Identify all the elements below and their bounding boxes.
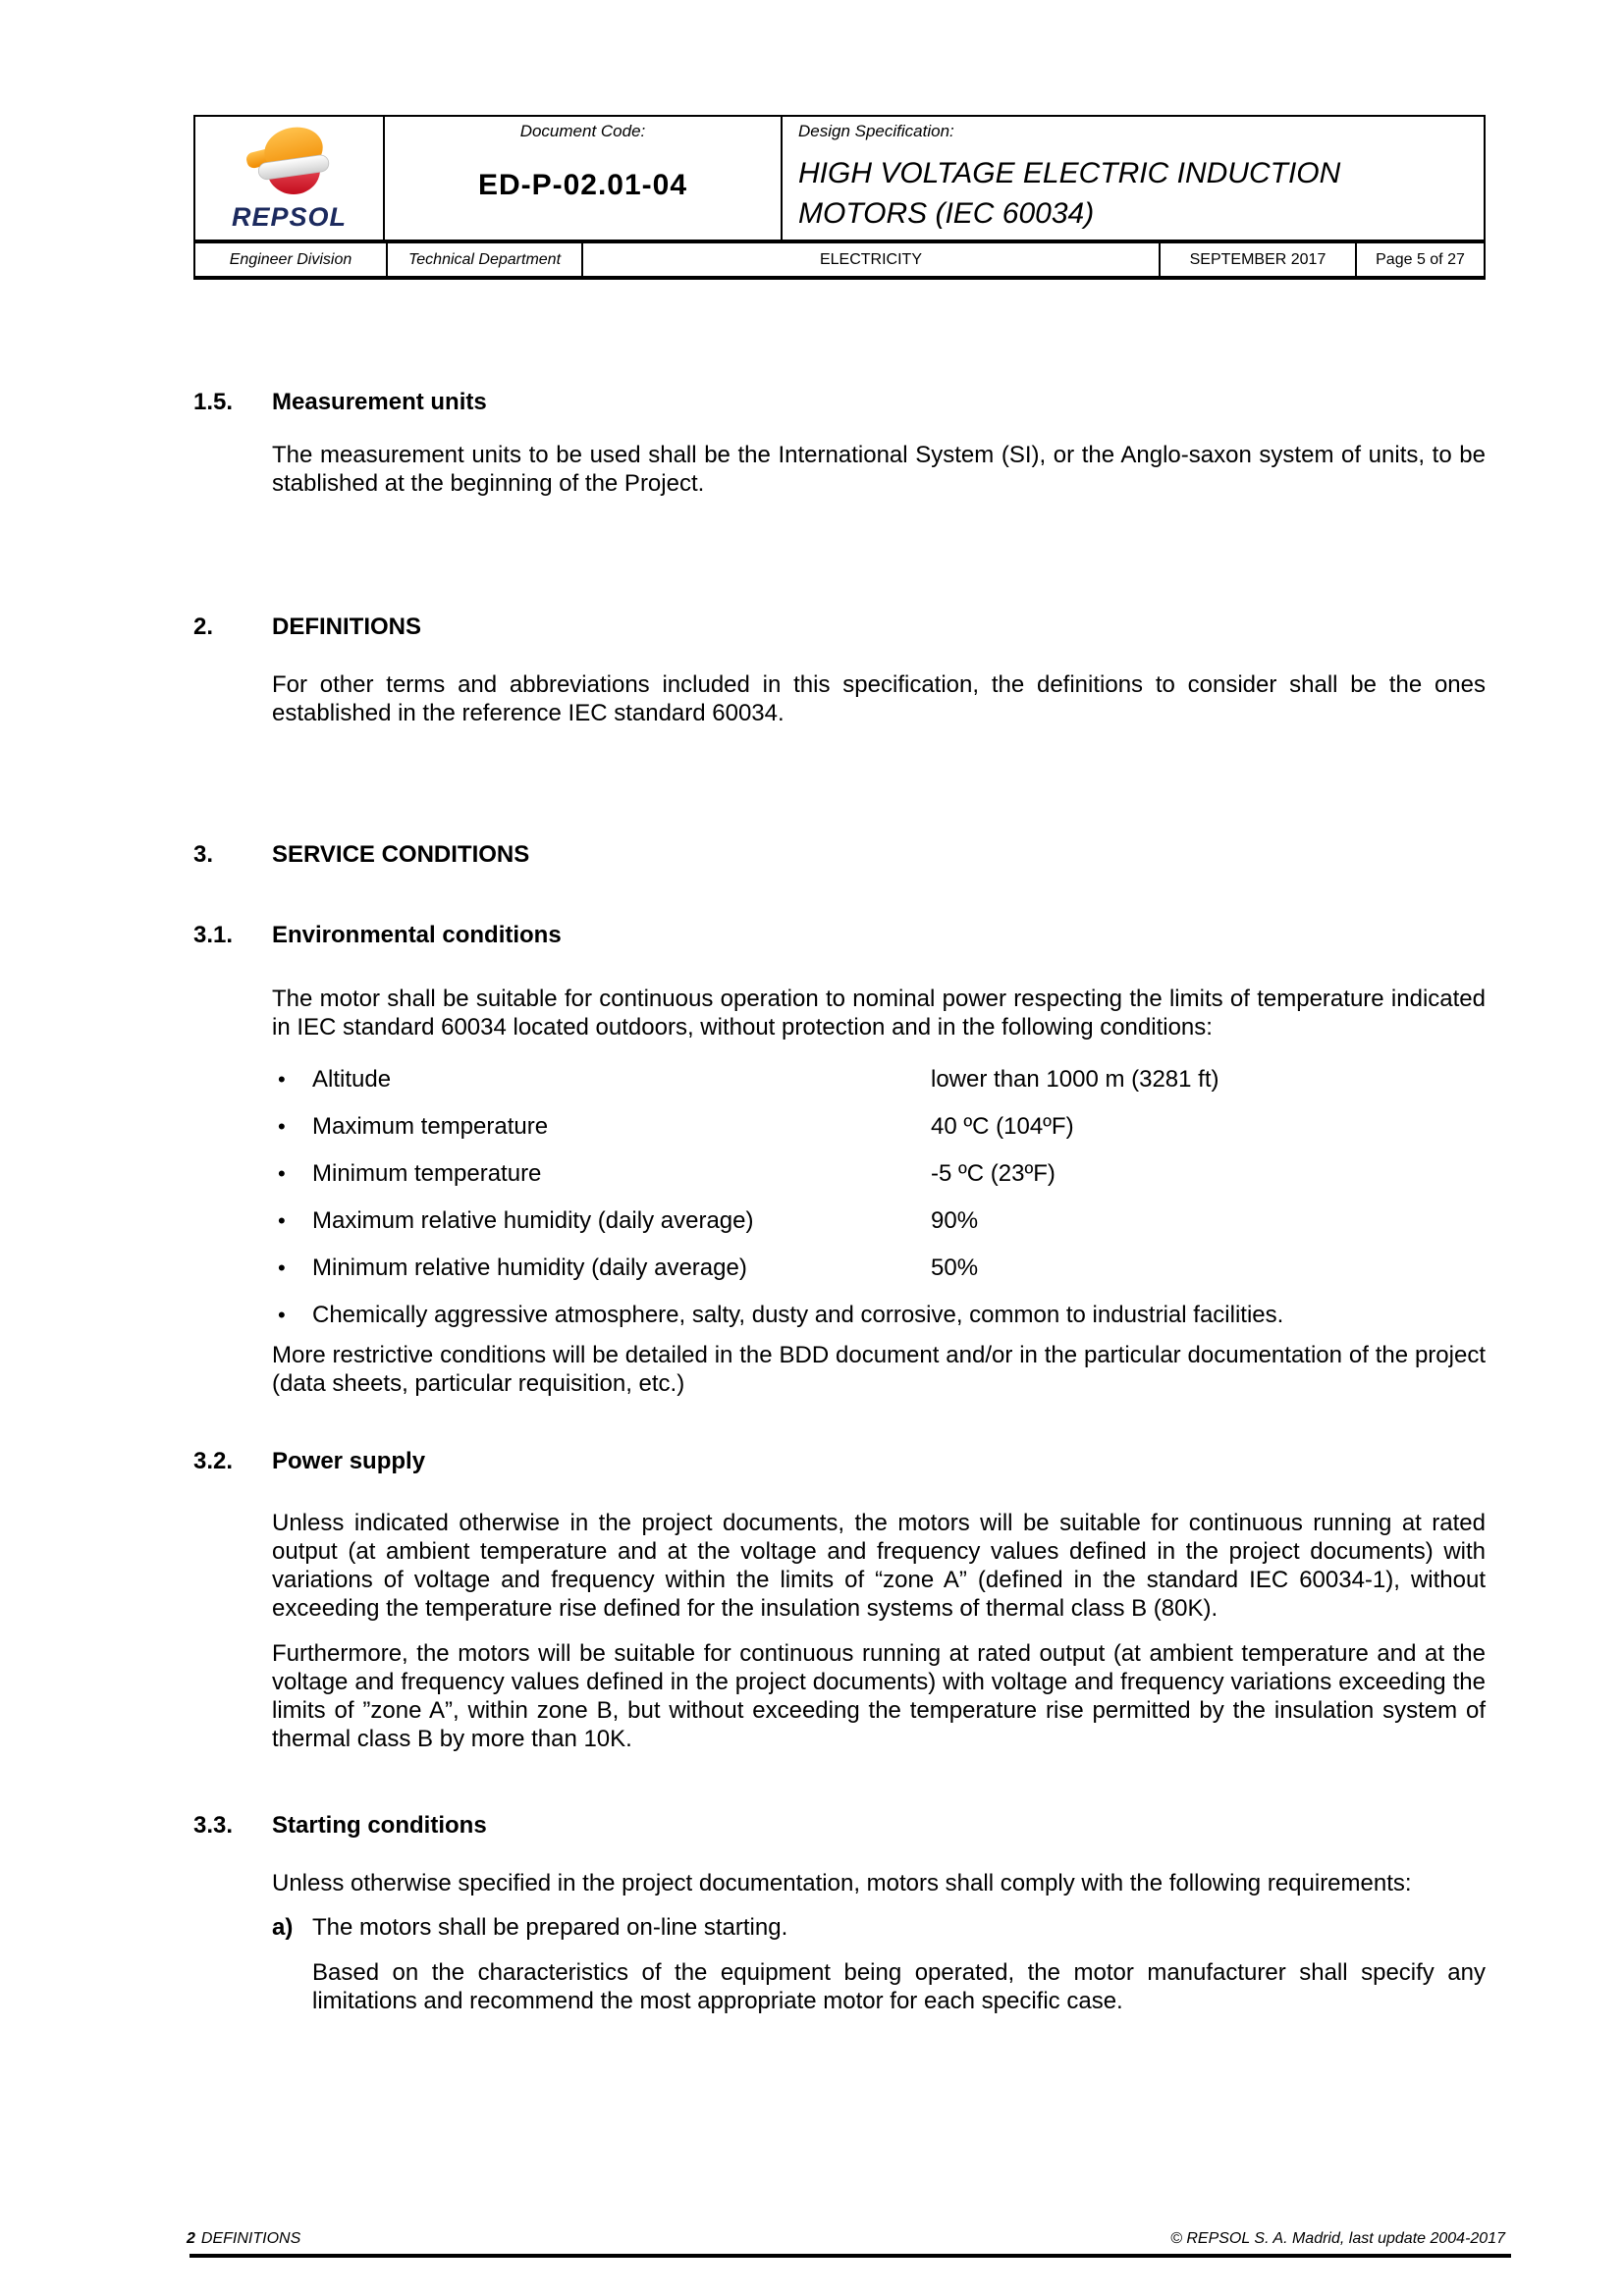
bullet-max-temperature <box>278 1112 1486 1141</box>
list-item-a-body: Based on the characteristics of the equipment being operated, the motor manufacturer shall specify any limitations and recommend the most appropriate motor for each specific case. <box>312 1959 1486 2014</box>
bullet-icon: • <box>278 1114 286 1139</box>
technical-department-cell: Technical Department <box>388 243 583 276</box>
section-1-5-heading <box>193 388 1486 416</box>
section-3-2-heading <box>193 1447 1486 1475</box>
header-table <box>193 115 1486 280</box>
bullet-label: Altitude <box>312 1066 392 1093</box>
section-number: 3. <box>193 841 214 868</box>
section-title: SERVICE CONDITIONS <box>272 841 530 868</box>
section-3-1-note: More restrictive conditions will be detailed in the BDD document and/or in the particular documentation of the project (data sheets, particular requisition, etc.) <box>272 1342 1486 1397</box>
section-3-1-paragraph: The motor shall be suitable for continuous operation to nominal power respecting the limits of temperature indicated in IEC standard 60034 located outdoors, without protection and in the following conditions: <box>272 986 1486 1041</box>
bullet-icon: • <box>278 1161 286 1186</box>
list-item-a-marker: a) <box>272 1914 294 1941</box>
bullet-value: 40 ºC (104ºF) <box>931 1113 1074 1140</box>
section-3-3-intro: Unless otherwise specified in the project documentation, motors shall comply with the following requirements: <box>272 1870 1412 1896</box>
section-2-paragraph: For other terms and abbreviations included in this specification, the definitions to consider shall be the ones established in the reference IEC standard 60034. <box>272 671 1486 726</box>
section-number: 2. <box>193 614 214 640</box>
bullet-icon: • <box>278 1255 286 1280</box>
bullet-icon: • <box>278 1303 286 1327</box>
section-number: 3.2. <box>193 1448 234 1474</box>
bullet-max-humidity <box>278 1206 1486 1235</box>
section-title: DEFINITIONS <box>272 614 422 640</box>
footer-section-ref <box>187 2230 300 2248</box>
footer-section-number: 2 <box>187 2230 195 2247</box>
repsol-logo-icon <box>239 124 341 200</box>
section-3-1-heading <box>193 921 1486 949</box>
bullet-icon: • <box>278 1067 286 1092</box>
page-number-cell: Page 5 of 27 <box>1376 250 1465 268</box>
section-1-5-paragraph: The measurement units to be used shall be the International System (SI), or the Anglo-saxon system of units, to be stablished at the beginning of the Project. <box>272 442 1486 497</box>
footer-section-label: DEFINITIONS <box>200 2230 301 2247</box>
document-code-cell <box>385 117 783 240</box>
bullet-min-humidity <box>278 1254 1486 1282</box>
section-title: Starting conditions <box>272 1812 487 1839</box>
section-3-2-paragraph-2: Furthermore, the motors will be suitable for continuous running at rated output (at ambient temperature and at the voltage and frequency values defined in the project documents) with voltage and frequency variations exceeding the limits of ”zone A”, within zone B, but without exceeding the temperature rise permitted by the insulation system of thermal class B by more than 10K. <box>272 1640 1486 1752</box>
footer-rule <box>189 2254 1511 2258</box>
list-item-a-text: The motors shall be prepared on-line starting. <box>312 1914 788 1941</box>
bullet-min-temperature <box>278 1159 1486 1188</box>
bullet-label: Maximum relative humidity (daily average) <box>312 1207 754 1234</box>
bullet-value: 90% <box>931 1207 979 1234</box>
discipline-cell: ELECTRICITY <box>583 243 1161 276</box>
bullet-value: lower than 1000 m (3281 ft) <box>931 1066 1219 1093</box>
repsol-logo <box>195 117 385 240</box>
date-cell: SEPTEMBER 2017 <box>1161 243 1357 276</box>
section-number: 3.3. <box>193 1812 234 1839</box>
engineer-division-cell: Engineer Division <box>195 243 388 276</box>
header-bottom-row <box>195 240 1484 276</box>
bullet-altitude <box>278 1065 1486 1094</box>
bullet-value: -5 ºC (23ºF) <box>931 1160 1056 1187</box>
section-3-heading <box>193 840 1486 869</box>
document-code-value: ED-P-02.01-04 <box>477 169 688 201</box>
section-title: Power supply <box>272 1448 426 1474</box>
section-title: Environmental conditions <box>272 922 562 948</box>
bullet-icon: • <box>278 1208 286 1233</box>
bullet-label: Maximum temperature <box>312 1113 549 1140</box>
document-title: HIGH VOLTAGE ELECTRIC INDUCTION MOTORS (IEC 60034) <box>798 157 1341 230</box>
section-title: Measurement units <box>272 389 487 415</box>
section-2-heading <box>193 613 1486 641</box>
design-spec-label: Design Specification: <box>798 122 954 140</box>
bullet-label: Chemically aggressive atmosphere, salty, dusty and corrosive, common to industrial facilities. <box>312 1302 1284 1328</box>
footer-copyright: © REPSOL S. A. Madrid, last update 2004-2017 <box>1170 2230 1505 2247</box>
bullet-value: 50% <box>931 1255 979 1281</box>
page-footer <box>187 2230 1505 2248</box>
document-code-label: Document Code: <box>519 122 646 140</box>
list-item-a <box>272 1913 1486 1942</box>
section-3-2-paragraph-1: Unless indicated otherwise in the project documents, the motors will be suitable for continuous running at rated output (at ambient temperature and at the voltage and frequency values defined in the project documents) with variations of voltage and frequency within the limits of “zone A” (defined in the standard IEC 60034-1), without exceeding the temperature rise defined for the insulation systems of thermal class B (80K). <box>272 1510 1486 1622</box>
design-spec-cell <box>783 117 1484 240</box>
bullet-label: Minimum temperature <box>312 1160 542 1187</box>
header-top-row <box>195 117 1484 240</box>
section-number: 1.5. <box>193 389 234 415</box>
bullet-label: Minimum relative humidity (daily average) <box>312 1255 747 1281</box>
section-number: 3.1. <box>193 922 234 948</box>
section-3-3-heading <box>193 1811 1486 1840</box>
repsol-wordmark: REPSOL <box>231 202 348 232</box>
bullet-atmosphere <box>278 1301 1486 1329</box>
